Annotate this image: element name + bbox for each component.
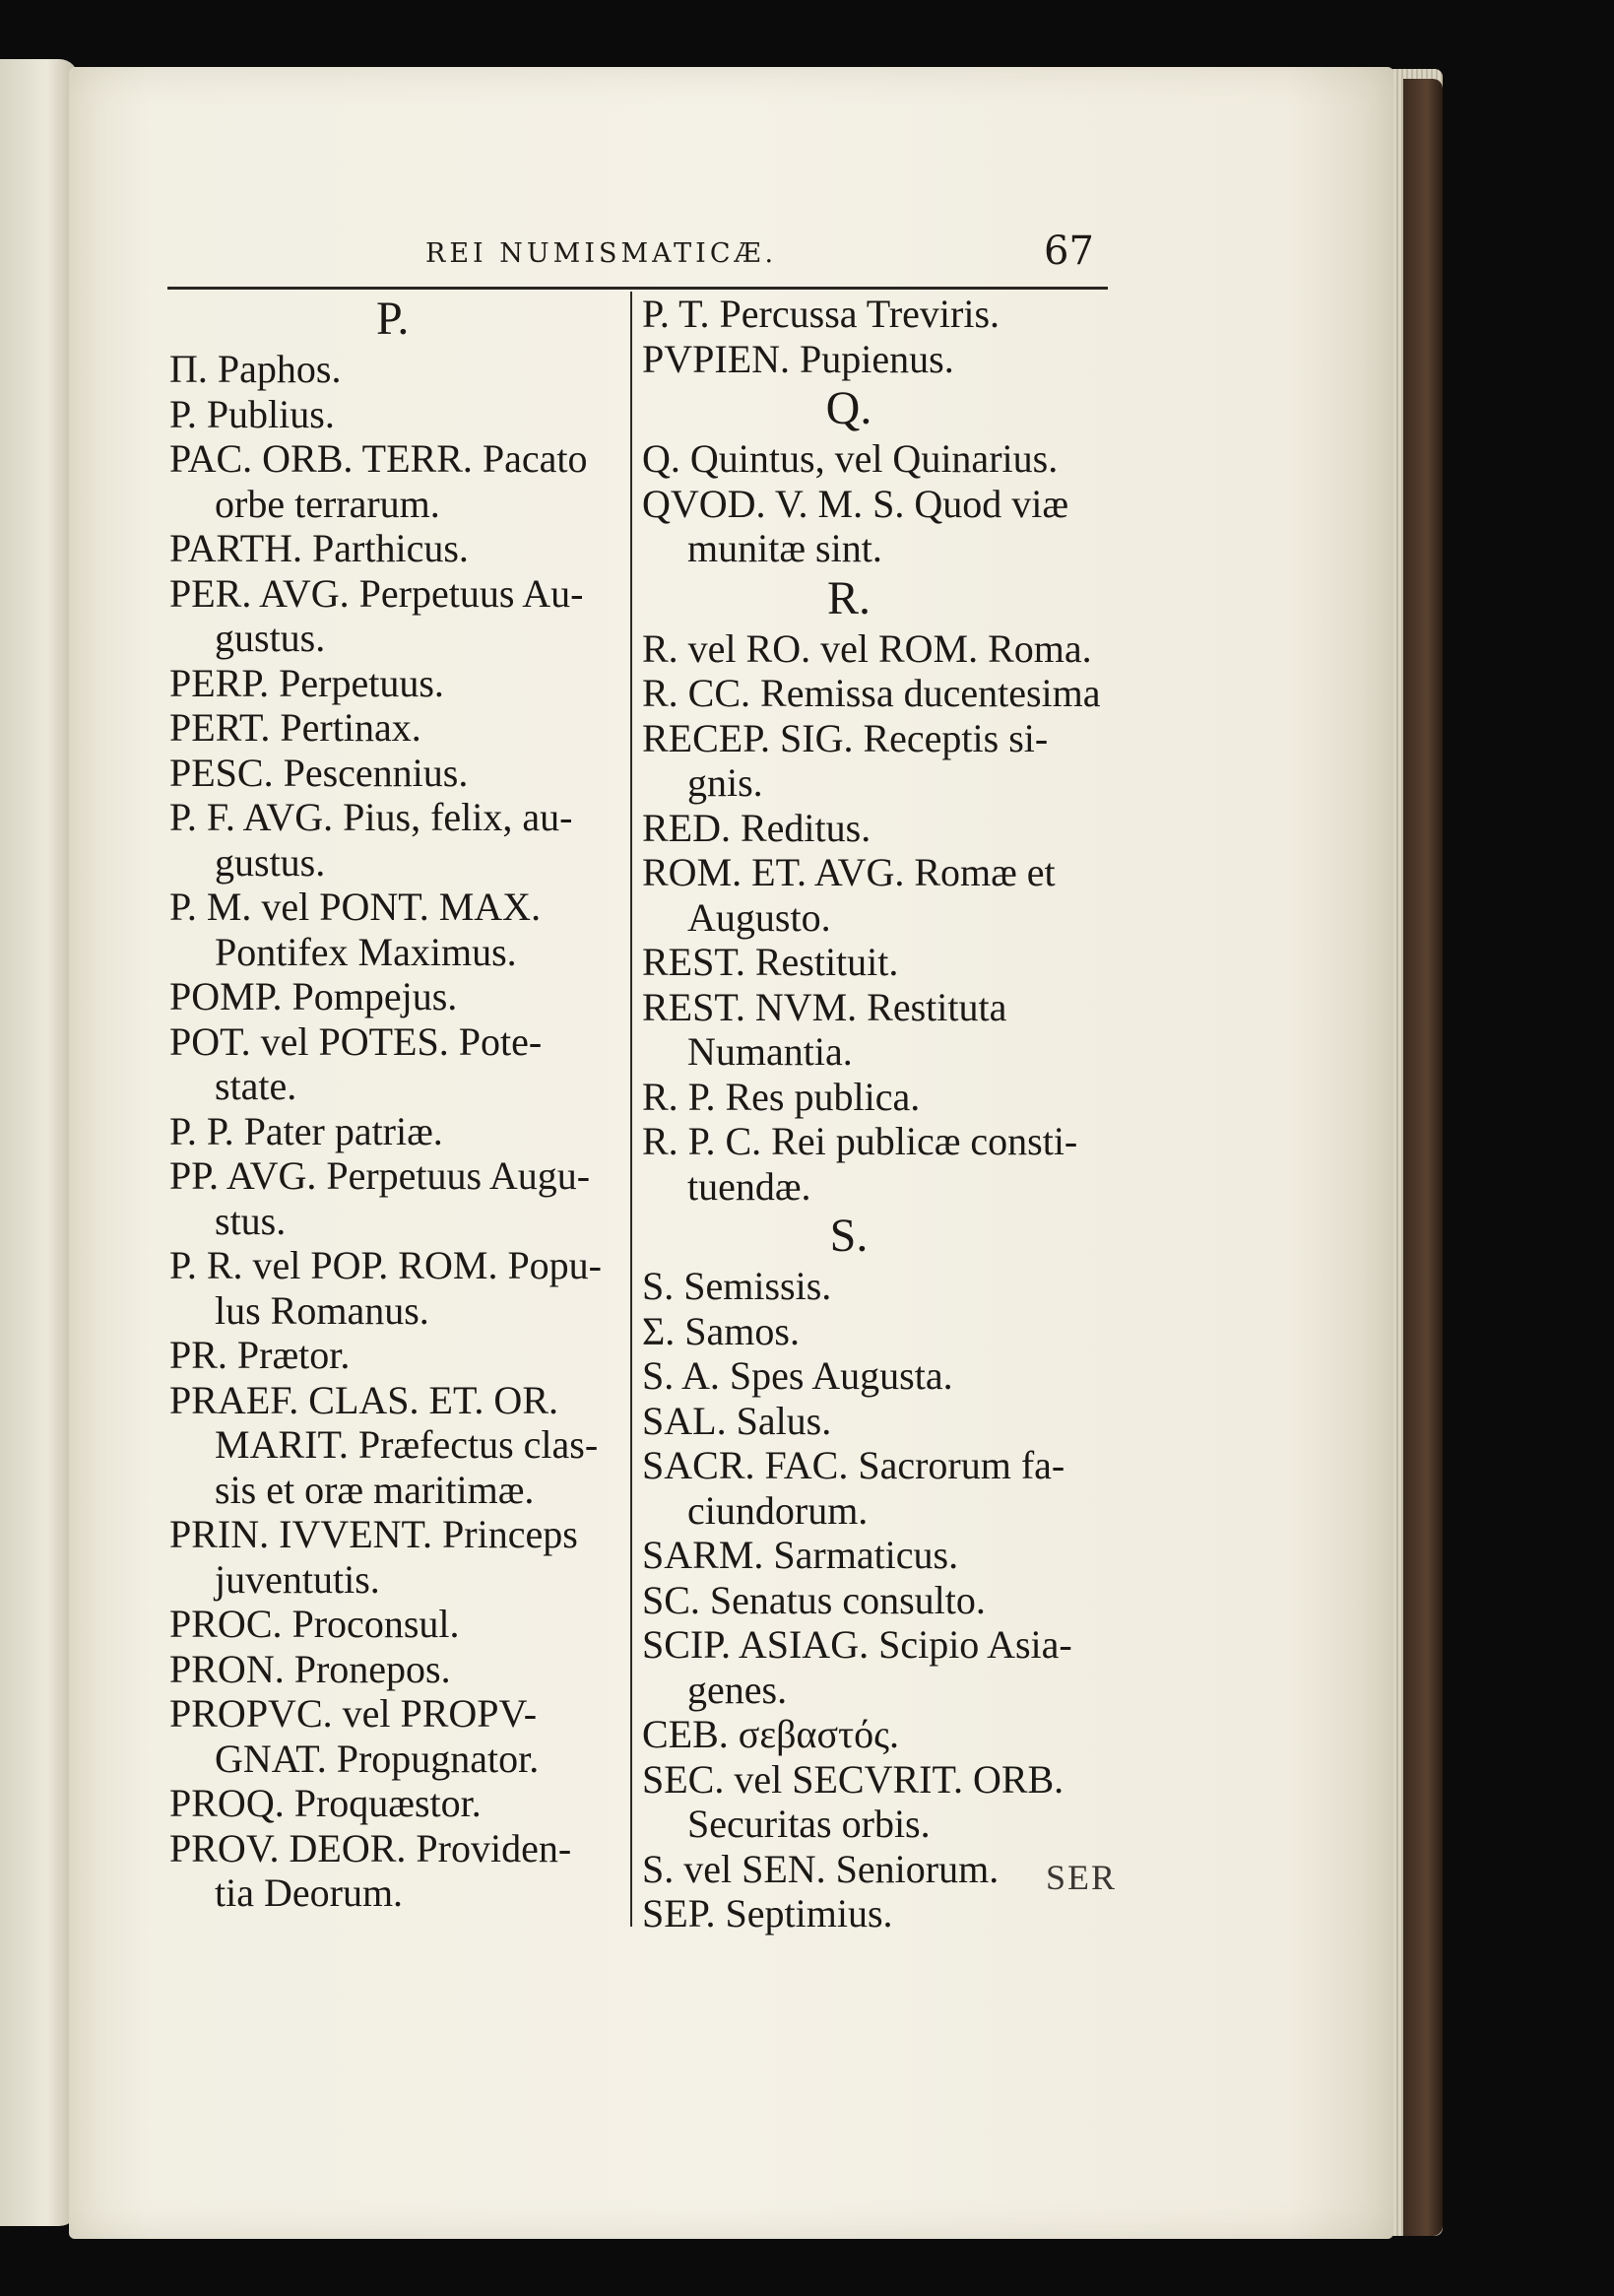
glossary-line: MARIT. Præfectus clas- [215,1422,599,1467]
glossary-line: S. vel SEN. Seniorum. [642,1846,1000,1891]
page-number: 67 [1044,229,1094,274]
section-letter-r: R. [826,571,871,624]
right-column [642,292,1125,1936]
right-entries-q [642,436,1125,571]
book-left-edge [0,59,79,2226]
glossary-line: orbe terrarum. [215,481,440,526]
section-letter-s: S. [829,1210,869,1262]
glossary-line: SAL. Salus. [642,1398,832,1443]
glossary-line: ROM. ET. AVG. Romæ et [642,850,1056,894]
glossary-line: SEC. vel SECVRIT. ORB. [642,1756,1065,1802]
glossary-line: Pontifex Maximus. [215,929,517,974]
glossary-line: genes. [687,1667,788,1712]
glossary-line: juventutis. [215,1556,380,1602]
glossary-line: GNAT. Propugnator. [215,1736,540,1781]
glossary-line: sis et oræ maritimæ. [215,1467,535,1512]
glossary-line: gustus. [215,616,326,660]
header-rule [167,287,1108,290]
glossary-line: POMP. Pompejus. [169,974,458,1018]
glossary-line: P. T. Percussa Treviris. [642,292,1001,336]
glossary-line: PRIN. IVVENT. Princeps [169,1512,578,1556]
glossary-line: RED. Reditus. [642,805,872,850]
glossary-line: CEB. σεβαστός. [642,1712,899,1756]
glossary-line: Numantia. [687,1029,853,1074]
glossary-line: REST. NVM. Restituta [642,984,1007,1029]
glossary-line: Σ. Samos. [642,1308,800,1353]
glossary-line: P. F. AVG. Pius, felix, au- [169,795,573,839]
book-cover-edge [1403,79,1443,2236]
glossary-line: SARM. Sarmaticus. [642,1533,959,1577]
section-letter-p: P. [376,293,410,345]
glossary-line: PARTH. Parthicus. [169,526,469,570]
glossary-line: PROC. Proconsul. [169,1602,460,1646]
glossary-line: SC. Senatus consulto. [642,1577,986,1622]
glossary-line: PAC. ORB. TERR. Pacato [169,436,588,481]
glossary-line: lus Romanus. [215,1287,429,1333]
glossary-line: PROV. DEOR. Providen- [169,1825,572,1870]
left-column [169,292,642,1916]
glossary-line: Augusto. [687,894,831,940]
glossary-line: R. P. Res publica. [642,1074,921,1119]
glossary-line: QVOD. V. M. S. Quod viæ [642,481,1069,526]
glossary-line: PERT. Pertinax. [169,705,421,750]
glossary-line: tuendæ. [687,1163,811,1209]
right-entries-p-continued [642,292,1125,381]
glossary-line: PERP. Perpetuus. [169,660,444,705]
glossary-line: REST. Restituit. [642,940,899,984]
glossary-line: PROQ. Proquæstor. [169,1781,482,1825]
glossary-line: SCIP. ASIAG. Scipio Asia- [642,1622,1072,1667]
glossary-line: Π. Paphos. [169,347,342,391]
glossary-line: RECEP. SIG. Receptis si- [642,715,1049,760]
right-entries-r [642,626,1125,1210]
glossary-line: P. Publius. [169,391,335,436]
glossary-line: PRAEF. CLAS. ET. OR. [169,1377,558,1422]
glossary-line: S. Semissis. [642,1264,832,1308]
catchword: SER [1046,1858,1118,1897]
glossary-line: ciundorum. [687,1487,869,1533]
glossary-line: PESC. Pescennius. [169,750,469,795]
glossary-line: tia Deorum. [215,1870,404,1915]
glossary-line: state. [215,1064,297,1108]
glossary-line: gnis. [687,760,763,805]
glossary-line: P. M. vel PONT. MAX. [169,885,542,929]
glossary-line: SACR. FAC. Sacrorum fa- [642,1443,1065,1487]
glossary-line: P. R. vel POP. ROM. Popu- [169,1243,603,1287]
glossary-line: PRON. Pronepos. [169,1646,451,1691]
running-title: REI NUMISMATICÆ. [425,238,778,269]
glossary-line: R. vel RO. vel ROM. Roma. [642,625,1092,671]
glossary-line: Q. Quintus, vel Quinarius. [642,436,1059,481]
glossary-line: PER. AVG. Perpetuus Au- [169,570,584,616]
glossary-line: R. CC. Remissa ducentesima [642,671,1101,715]
glossary-line: PVPIEN. Pupienus. [642,336,954,381]
left-entries [169,347,642,1916]
glossary-line: PROPVC. vel PROPV- [169,1691,538,1736]
glossary-line: Securitas orbis. [687,1802,931,1846]
glossary-line: P. P. Pater patriæ. [169,1108,443,1153]
glossary-line: munitæ sint. [687,526,882,570]
glossary-line: PR. Prætor. [169,1333,351,1377]
right-entries-s [642,1264,1125,1936]
glossary-line: gustus. [215,839,326,885]
glossary-line: SEP. Septimius. [642,1891,893,1935]
glossary-line: stus. [215,1198,287,1243]
glossary-line: PP. AVG. Perpetuus Augu- [169,1153,591,1198]
glossary-line: POT. vel POTES. Pote- [169,1018,543,1064]
glossary-line: R. P. C. Rei publicæ consti- [642,1119,1078,1163]
glossary-line: S. A. Spes Augusta. [642,1353,953,1398]
section-letter-q: Q. [825,382,872,434]
